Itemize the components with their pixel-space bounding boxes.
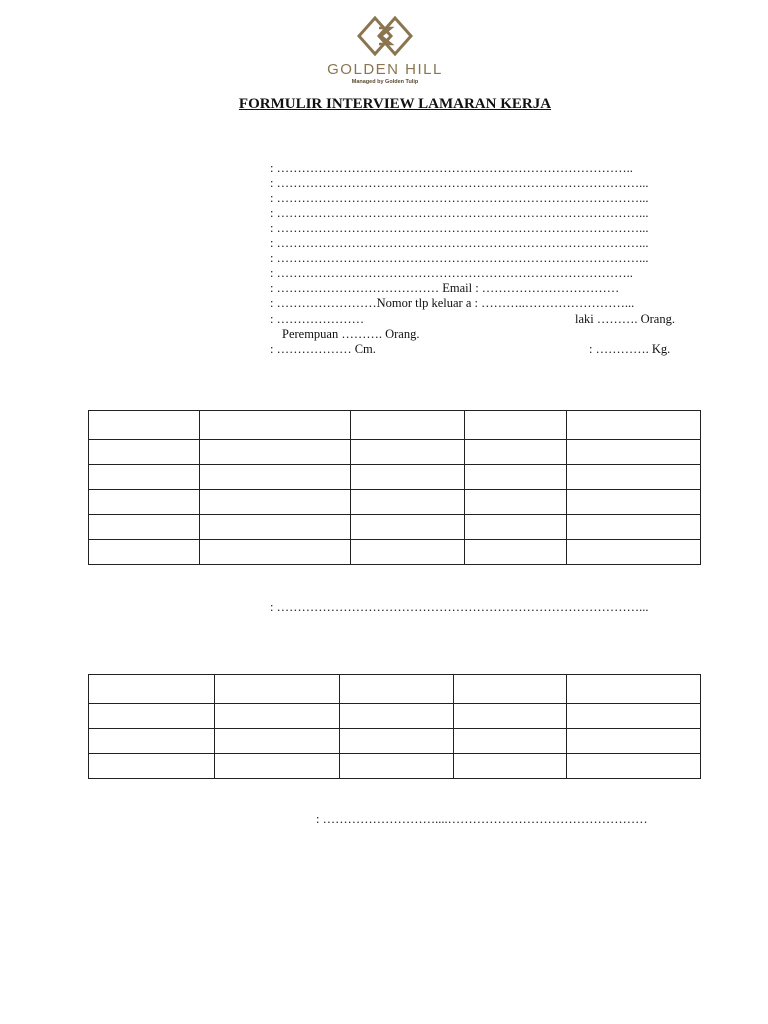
- table-cell[interactable]: [567, 754, 701, 779]
- table-cell[interactable]: [200, 465, 351, 490]
- table-cell[interactable]: [465, 515, 567, 540]
- phone-line[interactable]: : ……………………Nomor tlp keluar a : ………..……………………...: [270, 296, 635, 310]
- table-cell[interactable]: [351, 540, 465, 565]
- weight-line[interactable]: : …………. Kg.: [589, 342, 671, 356]
- table-cell[interactable]: [567, 675, 701, 704]
- table-one: [88, 410, 701, 565]
- table-cell[interactable]: [89, 704, 215, 729]
- table-cell[interactable]: [567, 515, 701, 540]
- table-cell[interactable]: [89, 490, 200, 515]
- table-cell[interactable]: [200, 440, 351, 465]
- table-cell[interactable]: [89, 465, 200, 490]
- table-cell[interactable]: [351, 490, 465, 515]
- table-cell[interactable]: [215, 754, 340, 779]
- table-cell[interactable]: [351, 411, 465, 440]
- table-cell[interactable]: [454, 675, 567, 704]
- fill-line[interactable]: : …………………………………………………………………………..: [270, 266, 633, 280]
- table-row: [89, 704, 701, 729]
- table-row: [89, 411, 701, 440]
- table-cell[interactable]: [465, 490, 567, 515]
- brand-tagline: Managed by Golden Tulip: [351, 79, 419, 85]
- table-cell[interactable]: [200, 515, 351, 540]
- table-cell[interactable]: [89, 675, 215, 704]
- table-cell[interactable]: [340, 754, 454, 779]
- table-cell[interactable]: [567, 704, 701, 729]
- table-cell[interactable]: [351, 440, 465, 465]
- table-cell[interactable]: [89, 440, 200, 465]
- table-cell[interactable]: [454, 754, 567, 779]
- male-count-line[interactable]: laki ………. Orang.: [575, 312, 675, 326]
- golden-hill-logo: [300, 16, 470, 94]
- table-row: [89, 675, 701, 704]
- fill-line[interactable]: : ……………………………………………………………………………...: [270, 600, 649, 614]
- table-cell[interactable]: [351, 465, 465, 490]
- table-cell[interactable]: [567, 465, 701, 490]
- table-row: [89, 490, 701, 515]
- table-row: [89, 729, 701, 754]
- table-row: [89, 754, 701, 779]
- table-cell[interactable]: [465, 465, 567, 490]
- table-cell[interactable]: [215, 704, 340, 729]
- table-cell[interactable]: [89, 540, 200, 565]
- brand-name: GOLDEN HILL: [327, 61, 443, 78]
- table-cell[interactable]: [340, 704, 454, 729]
- table-cell[interactable]: [89, 729, 215, 754]
- table-cell[interactable]: [454, 704, 567, 729]
- table-cell[interactable]: [465, 440, 567, 465]
- table-cell[interactable]: [567, 540, 701, 565]
- table-row: [89, 440, 701, 465]
- table-two: [88, 674, 701, 779]
- fill-line[interactable]: : ……………………………………………………………………………...: [270, 191, 649, 205]
- table-cell[interactable]: [215, 729, 340, 754]
- female-count-line[interactable]: Perempuan ………. Orang.: [282, 327, 420, 341]
- table-cell[interactable]: [567, 729, 701, 754]
- table-cell[interactable]: [567, 440, 701, 465]
- fill-line[interactable]: : …………………………………………………………………………..: [270, 161, 633, 175]
- table-cell[interactable]: [465, 540, 567, 565]
- fill-line[interactable]: : …………………: [270, 312, 365, 326]
- table-row: [89, 540, 701, 565]
- table-cell[interactable]: [340, 675, 454, 704]
- table-cell[interactable]: [567, 490, 701, 515]
- fill-line[interactable]: : ……………………………………………………………………………...: [270, 176, 649, 190]
- email-line[interactable]: : ………………………………… Email : ……………………………: [270, 281, 620, 295]
- fill-line[interactable]: : ……………………………………………………………………………...: [270, 206, 649, 220]
- fill-line[interactable]: : ……………………………………………………………………………...: [270, 236, 649, 250]
- fill-line[interactable]: : ……………………………………………………………………………...: [270, 221, 649, 235]
- fill-line[interactable]: : ……………………………………………………………………………...: [270, 251, 649, 265]
- form-title: FORMULIR INTERVIEW LAMARAN KERJA: [238, 96, 552, 112]
- table-cell[interactable]: [200, 411, 351, 440]
- table-cell[interactable]: [351, 515, 465, 540]
- table-cell[interactable]: [340, 729, 454, 754]
- table-row: [89, 465, 701, 490]
- fill-line[interactable]: : ………………………....…………………………………………: [316, 812, 648, 826]
- table-cell[interactable]: [465, 411, 567, 440]
- diamond-emblem-icon: [357, 16, 413, 56]
- table-cell[interactable]: [89, 754, 215, 779]
- table-cell[interactable]: [454, 729, 567, 754]
- table-cell[interactable]: [89, 515, 200, 540]
- table-cell[interactable]: [215, 675, 340, 704]
- table-cell[interactable]: [200, 490, 351, 515]
- table-cell[interactable]: [200, 540, 351, 565]
- table-cell[interactable]: [89, 411, 200, 440]
- height-line[interactable]: : ……………… Cm.: [270, 342, 376, 356]
- table-row: [89, 515, 701, 540]
- table-cell[interactable]: [567, 411, 701, 440]
